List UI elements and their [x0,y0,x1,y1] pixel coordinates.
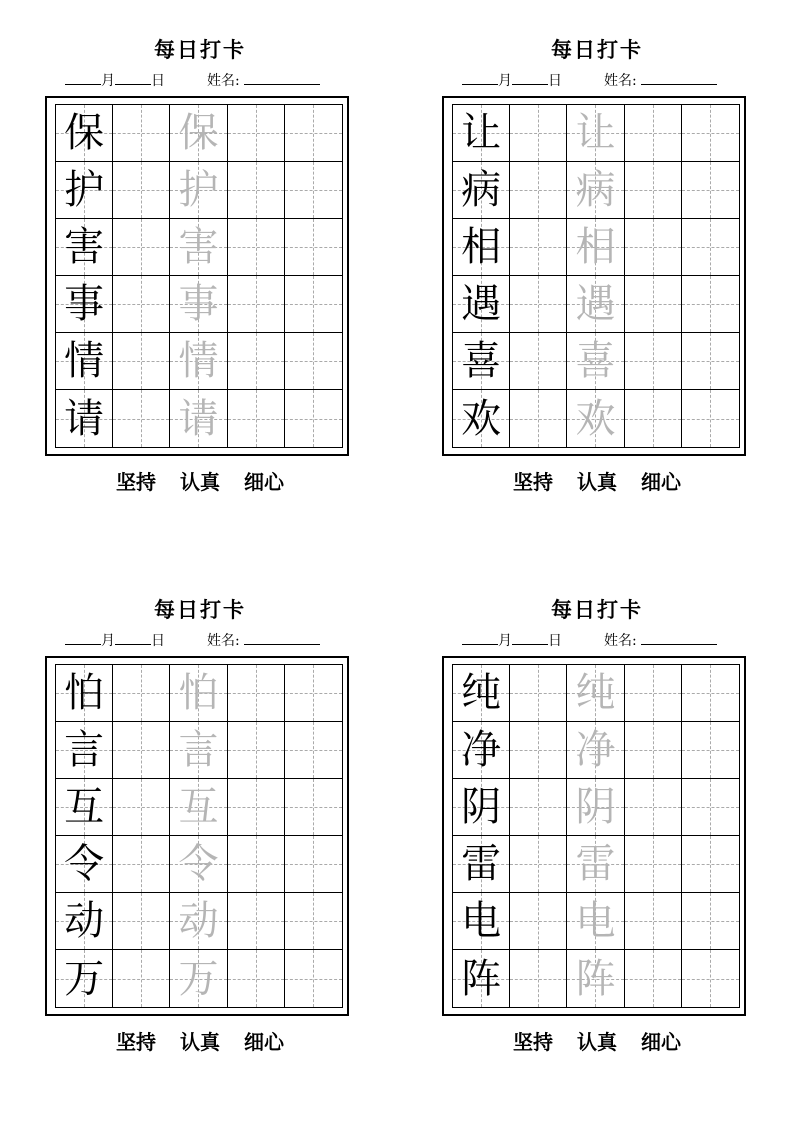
motto-word: 认真 [180,1030,220,1054]
blank-cell[interactable] [228,276,285,333]
month-label: 月 [101,633,115,649]
blank-cell[interactable] [625,893,682,950]
trace-char-cell[interactable] [170,893,227,950]
blank-cell[interactable] [625,722,682,779]
blank-cell[interactable] [228,722,285,779]
model-char-cell [453,162,510,219]
model-char: 让 [461,110,502,156]
motto [442,1028,752,1056]
trace-char: 病 [575,167,616,213]
trace-char-cell[interactable] [567,105,624,162]
blank-cell[interactable] [285,390,342,447]
blank-cell[interactable] [113,836,170,893]
card-title: 每日打卡 [154,37,246,62]
trace-char: 护 [178,167,219,213]
month-blank[interactable] [462,70,498,85]
trace-char: 阴 [575,784,616,830]
blank-cell[interactable] [285,893,342,950]
blank-cell[interactable] [228,390,285,447]
motto-word: 认真 [180,470,220,494]
trace-char: 净 [575,727,616,773]
motto-word: 细心 [244,1030,284,1054]
blank-cell[interactable] [228,105,285,162]
trace-char-cell[interactable] [567,276,624,333]
model-char-cell [56,893,113,950]
motto [45,1028,355,1056]
model-char-cell [453,893,510,950]
name-blank[interactable] [244,630,320,645]
day-blank[interactable] [115,630,151,645]
date-name-line [462,70,752,90]
blank-cell[interactable] [682,950,739,1007]
motto [442,468,752,496]
model-char-cell [56,950,113,1007]
model-char-cell [453,219,510,276]
trace-char-cell[interactable] [170,836,227,893]
blank-cell[interactable] [113,893,170,950]
motto [45,468,355,496]
blank-cell[interactable] [113,105,170,162]
motto-word: 坚持 [116,1030,156,1054]
trace-char: 令 [178,841,219,887]
trace-char: 请 [178,395,219,442]
trace-char: 相 [575,224,616,270]
model-char-cell [56,105,113,162]
model-char: 令 [64,841,105,887]
trace-char-cell[interactable] [170,162,227,219]
model-char: 喜 [461,338,502,384]
model-char-cell [453,276,510,333]
trace-char: 怕 [178,670,219,716]
blank-cell[interactable] [682,333,739,390]
model-char: 保 [64,110,105,156]
month-label: 月 [498,633,512,649]
blank-cell[interactable] [682,219,739,276]
trace-char: 动 [178,898,219,944]
blank-cell[interactable] [682,665,739,722]
model-char: 电 [461,898,502,944]
blank-cell[interactable] [113,779,170,836]
blank-cell[interactable] [285,836,342,893]
blank-cell[interactable] [510,276,567,333]
blank-cell[interactable] [625,162,682,219]
blank-cell[interactable] [228,162,285,219]
date-name-line [462,630,752,650]
trace-char: 阵 [575,955,616,1002]
blank-cell[interactable] [682,105,739,162]
writing-grid [55,664,343,1008]
name-label: 姓名: [604,633,637,649]
trace-char-cell[interactable] [567,779,624,836]
trace-char-cell[interactable] [567,333,624,390]
blank-cell[interactable] [625,276,682,333]
motto-word: 细心 [641,470,681,494]
writing-grid [55,104,343,448]
name-label: 姓名: [207,73,240,89]
motto-word: 细心 [641,1030,681,1054]
blank-cell[interactable] [682,722,739,779]
blank-cell[interactable] [510,665,567,722]
day-blank[interactable] [115,70,151,85]
model-char-cell [453,836,510,893]
model-char: 请 [64,395,105,442]
writing-grid-frame [45,96,349,456]
model-char-cell [56,665,113,722]
writing-grid [452,104,740,448]
date-name-line [65,70,355,90]
trace-char: 雷 [575,841,616,887]
blank-cell[interactable] [285,219,342,276]
trace-char-cell[interactable] [567,162,624,219]
model-char-cell [453,390,510,447]
practice-card-1 [45,36,355,516]
model-char: 净 [461,727,502,773]
blank-cell[interactable] [510,333,567,390]
date-name-line [65,630,355,650]
trace-char-cell[interactable] [170,722,227,779]
blank-cell[interactable] [510,219,567,276]
blank-cell[interactable] [625,665,682,722]
day-label: 日 [548,73,562,89]
model-char: 互 [64,784,105,830]
blank-cell[interactable] [625,105,682,162]
blank-cell[interactable] [510,390,567,447]
model-char: 欢 [461,395,502,442]
day-blank[interactable] [512,630,548,645]
day-blank[interactable] [512,70,548,85]
trace-char-cell[interactable] [567,665,624,722]
writing-grid-frame [442,96,746,456]
model-char: 情 [64,338,105,384]
writing-grid [452,664,740,1008]
blank-cell[interactable] [682,779,739,836]
model-char-cell [453,779,510,836]
month-label: 月 [101,73,115,89]
model-char: 雷 [461,841,502,887]
trace-char-cell[interactable] [170,333,227,390]
writing-grid-frame [45,656,349,1016]
trace-char-cell[interactable] [170,950,227,1007]
blank-cell[interactable] [510,836,567,893]
model-char: 病 [461,167,502,213]
model-char-cell [453,333,510,390]
model-char: 万 [64,955,105,1002]
blank-cell[interactable] [682,162,739,219]
blank-cell[interactable] [228,950,285,1007]
blank-cell[interactable] [682,836,739,893]
month-blank[interactable] [65,630,101,645]
blank-cell[interactable] [113,333,170,390]
model-char-cell [453,105,510,162]
month-label: 月 [498,73,512,89]
day-label: 日 [151,73,165,89]
blank-cell[interactable] [625,219,682,276]
blank-cell[interactable] [285,665,342,722]
model-char: 护 [64,167,105,213]
practice-card-2 [442,36,752,516]
model-char-cell [56,722,113,779]
blank-cell[interactable] [682,276,739,333]
motto-word: 坚持 [513,470,553,494]
trace-char: 害 [178,224,219,270]
month-blank[interactable] [65,70,101,85]
trace-char-cell[interactable] [170,276,227,333]
trace-char-cell[interactable] [567,950,624,1007]
model-char: 阴 [461,784,502,830]
practice-card-3 [45,596,355,1076]
trace-char-cell[interactable] [567,836,624,893]
trace-char-cell[interactable] [170,779,227,836]
trace-char: 遇 [575,281,616,327]
blank-cell[interactable] [510,950,567,1007]
trace-char: 事 [178,281,219,327]
model-char-cell [56,390,113,447]
trace-char: 万 [178,955,219,1002]
trace-char-cell[interactable] [567,722,624,779]
model-char-cell [56,836,113,893]
practice-card-4 [442,596,752,1076]
trace-char-cell[interactable] [170,219,227,276]
model-char-cell [453,665,510,722]
model-char-cell [453,722,510,779]
model-char-cell [56,276,113,333]
blank-cell[interactable] [625,333,682,390]
trace-char: 情 [178,338,219,384]
writing-grid-frame [442,656,746,1016]
blank-cell[interactable] [682,893,739,950]
card-title: 每日打卡 [551,597,643,622]
trace-char: 言 [178,727,219,773]
model-char: 遇 [461,281,502,327]
blank-cell[interactable] [510,893,567,950]
day-label: 日 [151,633,165,649]
blank-cell[interactable] [113,722,170,779]
blank-cell[interactable] [113,665,170,722]
blank-cell[interactable] [285,779,342,836]
name-blank[interactable] [244,70,320,85]
motto-word: 坚持 [116,470,156,494]
day-label: 日 [548,633,562,649]
blank-cell[interactable] [228,893,285,950]
motto-word: 细心 [244,470,284,494]
blank-cell[interactable] [510,722,567,779]
blank-cell[interactable] [113,219,170,276]
trace-char-cell[interactable] [567,893,624,950]
motto-word: 坚持 [513,1030,553,1054]
card-title: 每日打卡 [551,37,643,62]
trace-char: 互 [178,784,219,830]
name-blank[interactable] [641,70,717,85]
name-label: 姓名: [604,73,637,89]
model-char: 动 [64,898,105,944]
blank-cell[interactable] [510,105,567,162]
trace-char-cell[interactable] [567,390,624,447]
model-char: 事 [64,281,105,327]
trace-char-cell[interactable] [170,665,227,722]
name-blank[interactable] [641,630,717,645]
model-char: 阵 [461,955,502,1002]
blank-cell[interactable] [285,950,342,1007]
model-char-cell [453,950,510,1007]
blank-cell[interactable] [285,105,342,162]
blank-cell[interactable] [682,390,739,447]
blank-cell[interactable] [510,162,567,219]
trace-char-cell[interactable] [170,105,227,162]
blank-cell[interactable] [113,950,170,1007]
trace-char-cell[interactable] [567,219,624,276]
blank-cell[interactable] [228,779,285,836]
blank-cell[interactable] [510,779,567,836]
model-char: 害 [64,224,105,270]
model-char-cell [56,333,113,390]
name-label: 姓名: [207,633,240,649]
motto-word: 认真 [577,470,617,494]
trace-char: 欢 [575,395,616,442]
blank-cell[interactable] [228,836,285,893]
model-char: 纯 [461,670,502,716]
model-char-cell [56,779,113,836]
blank-cell[interactable] [285,722,342,779]
blank-cell[interactable] [228,665,285,722]
blank-cell[interactable] [113,276,170,333]
month-blank[interactable] [462,630,498,645]
blank-cell[interactable] [285,333,342,390]
blank-cell[interactable] [285,276,342,333]
trace-char: 纯 [575,670,616,716]
blank-cell[interactable] [285,162,342,219]
model-char-cell [56,219,113,276]
blank-cell[interactable] [228,219,285,276]
blank-cell[interactable] [113,390,170,447]
motto-word: 认真 [577,1030,617,1054]
blank-cell[interactable] [228,333,285,390]
trace-char: 让 [575,110,616,156]
trace-char: 电 [575,898,616,944]
blank-cell[interactable] [625,390,682,447]
model-char-cell [56,162,113,219]
blank-cell[interactable] [625,779,682,836]
model-char: 怕 [64,670,105,716]
trace-char: 喜 [575,338,616,384]
trace-char-cell[interactable] [170,390,227,447]
blank-cell[interactable] [113,162,170,219]
model-char: 言 [64,727,105,773]
card-title: 每日打卡 [154,597,246,622]
blank-cell[interactable] [625,836,682,893]
blank-cell[interactable] [625,950,682,1007]
model-char: 相 [461,224,502,270]
trace-char: 保 [178,110,219,156]
